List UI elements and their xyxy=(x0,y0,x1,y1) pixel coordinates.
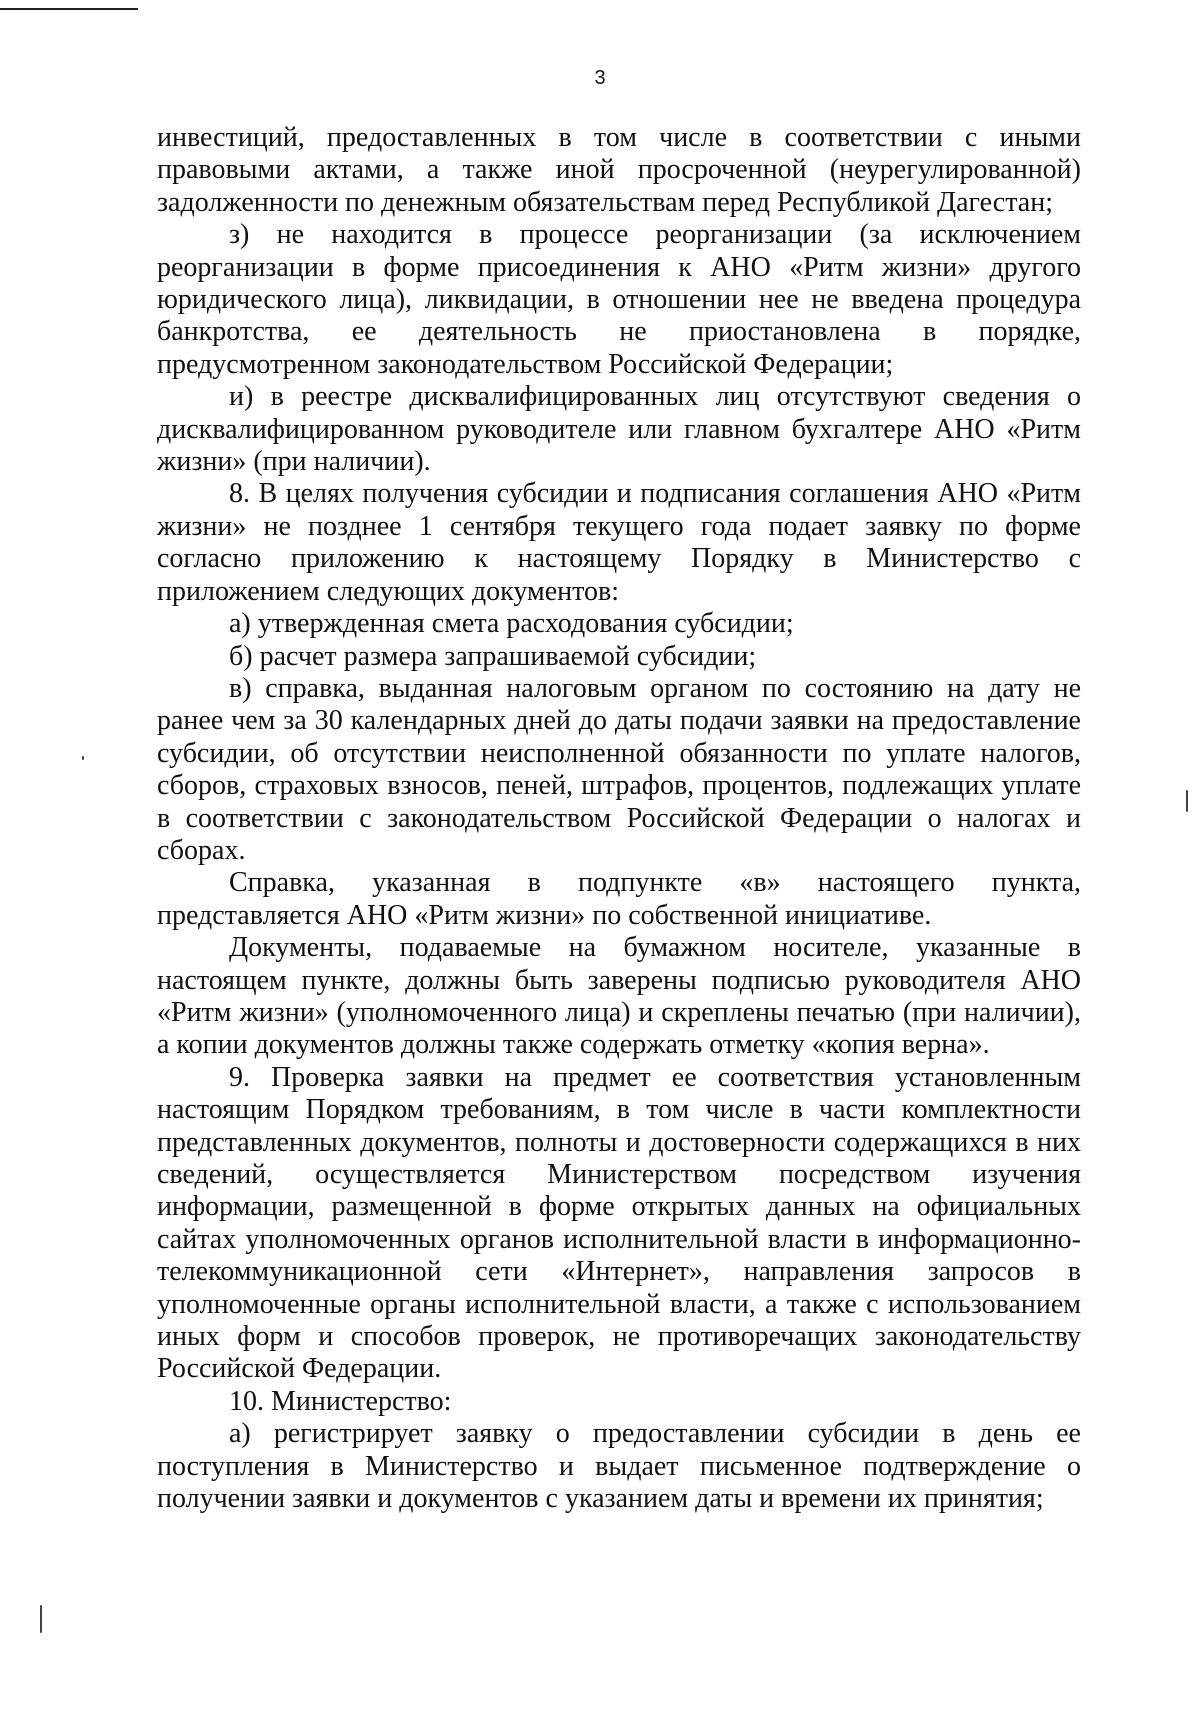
paragraph-clause-8-b: б) расчет размера запрашиваемой субсидии; xyxy=(229,640,757,672)
paragraph-certificate-note: Справка, указанная в подпункте «в» настоящего пункта, представляется АНО «Ритм жизни» по собственной инициативе. xyxy=(157,867,1081,931)
paragraph-clause-10-a: а) регистрирует заявку о предоставлении субсидии в день ее поступления в Министерство и выдает письменное подтверждение о получении заявки и документов с указанием даты и времени их принятия; xyxy=(157,1418,1081,1515)
paragraph-documents-note: Документы, подаваемые на бумажном носителе, указанные в настоящем пункте, должны быть заверены подписью руководителя АНО «Ритм жизни» (уполномоченного лица) и скреплены печатью (при наличии), а копии документов должны также содержать отметку «копия верна». xyxy=(157,932,1081,1061)
paragraph-clause-8-v: в) справка, выданная налоговым органом по состоянию на дату не ранее чем за 30 календарных дней до даты подачи заявки на предоставление субсидии, об отсутствии неисполненной обязанности по уплате налогов, сборов, страховых взносов, пеней, штрафов, процентов, подлежащих уплате в соответствии с законодательством Российской Федерации о налогах и сборах. xyxy=(157,672,1081,866)
paragraph-item-z: з) не находится в процессе реорганизации (за исключением реорганизации в форме присоединения к АНО «Ритм жизни» другого юридического лица), ликвидации, в отношении нее не введена процедура банкротства, ее деятельность не приостановлена в порядке, предусмотренном законодательством Российской Федерации; xyxy=(157,219,1081,380)
document-body xyxy=(157,122,1081,1515)
paragraph-clause-9: 9. Проверка заявки на предмет ее соответствия установленным настоящим Порядком требованиям, в том числе в части комплектности представленных документов, полноты и достоверности содержащихся в них сведений, осуществляется Министерством посредством изучения информации, размещенной в форме открытых данных на официальных сайтах уполномоченных органов исполнительной власти в информационно-телекоммуникационной сети «Интернет», направления запросов в уполномоченные органы исполнительной власти, а также с использованием иных форм и способов проверок, не противоречащих законодательству Российской Федерации. xyxy=(157,1061,1081,1385)
paragraph-clause-10: 10. Министерство: xyxy=(229,1385,452,1417)
scan-speck xyxy=(1186,790,1188,812)
scan-speck xyxy=(40,1605,42,1633)
paragraph-investments-continuation: инвестиций, предоставленных в том числе в соответствии с иными правовыми актами, а также иной просроченной (неурегулированной) задолженности по денежным обязательствам перед Республикой Дагестан; xyxy=(157,122,1081,218)
scan-edge-line xyxy=(0,8,138,10)
paragraph-clause-8-a: а) утвержденная смета расходования субсидии; xyxy=(229,608,794,640)
scan-speck xyxy=(82,756,84,760)
page-number: 3 xyxy=(594,67,606,89)
paragraph-clause-8: 8. В целях получения субсидии и подписания соглашения АНО «Ритм жизни» не позднее 1 сентября текущего года подает заявку по форме согласно приложению к настоящему Порядку в Министерство с приложением следующих документов: xyxy=(157,478,1081,607)
paragraph-item-i: и) в реестре дисквалифицированных лиц отсутствуют сведения о дисквалифицированном руководителе или главном бухгалтере АНО «Ритм жизни» (при наличии). xyxy=(157,381,1081,478)
